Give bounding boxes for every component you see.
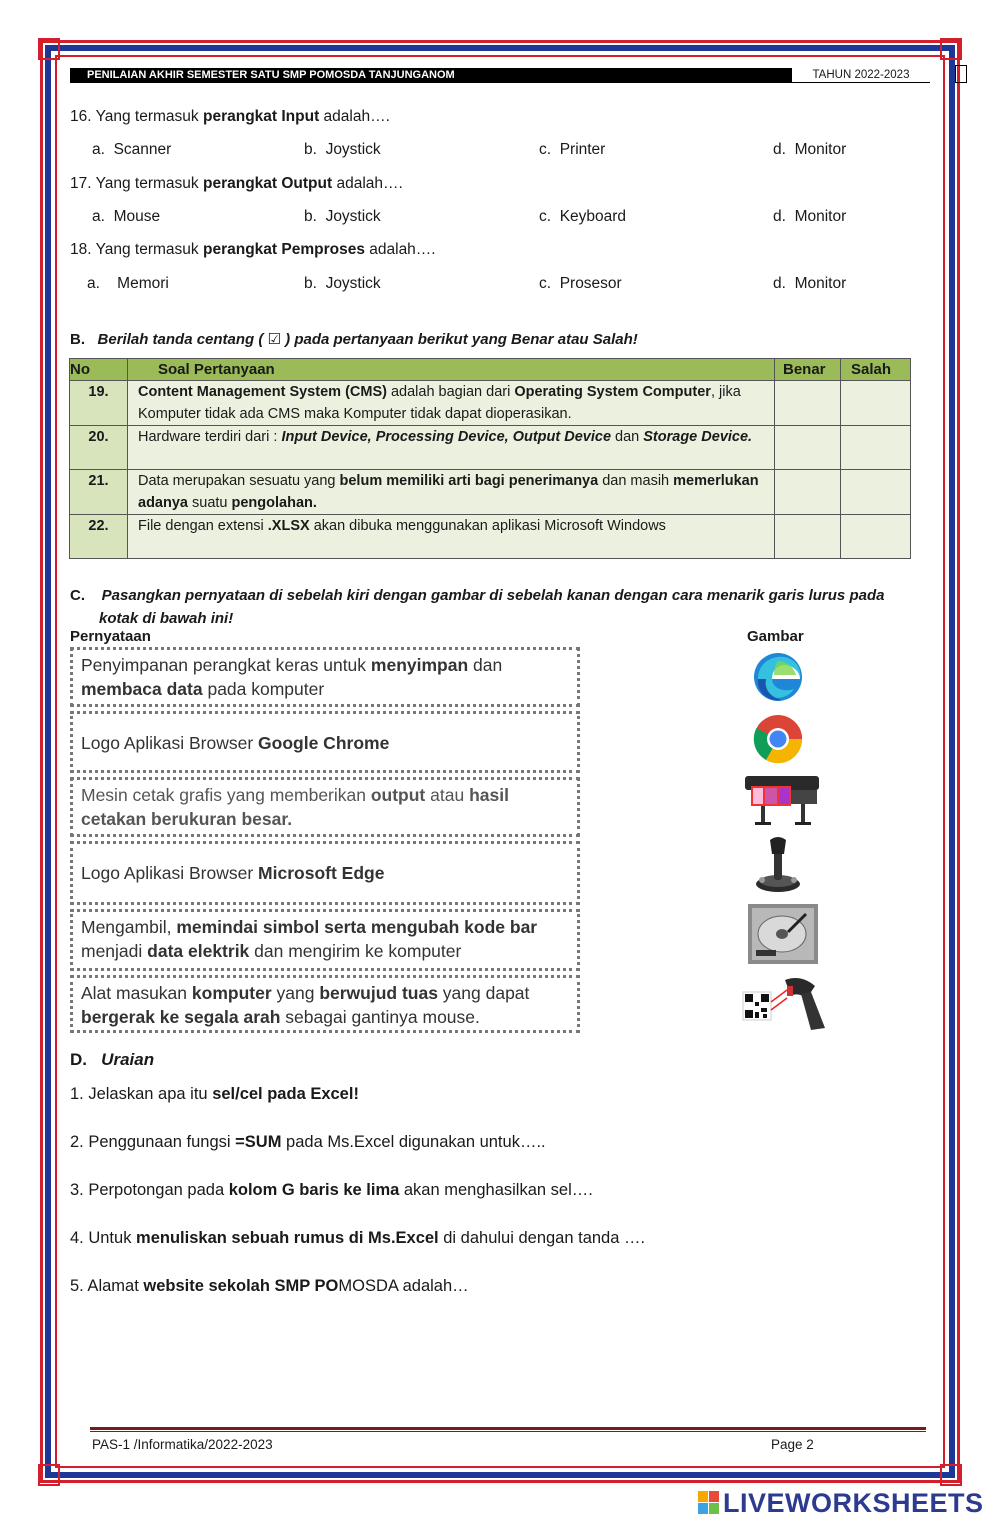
- table-row: [70, 470, 911, 515]
- section-instruction: kotak di bawah ini!: [99, 610, 234, 627]
- true-false-table: [69, 358, 911, 559]
- col-pernyataan: Pernyataan: [70, 628, 151, 645]
- option-18a[interactable]: a. Memori: [87, 275, 169, 292]
- salah-checkbox[interactable]: [841, 381, 911, 426]
- footer-page: Page 2: [771, 1437, 814, 1452]
- question-text: 16. Yang termasuk: [70, 108, 203, 125]
- table-row: [70, 381, 911, 426]
- match-statement-6[interactable]: Alat masukan komputer yang berwujud tuas yang dapat bergerak ke segala arah sebagai gantinya mouse.: [70, 975, 580, 1033]
- row-number: 19.: [70, 381, 128, 426]
- row-question: Content Management System (CMS) adalah bagian dari Operating System Computer, jika Komputer tidak ada CMS maka Komputer tidak dapat dioperasikan.: [128, 381, 775, 426]
- col-salah: Salah: [841, 359, 911, 381]
- match-statement-2[interactable]: Logo Aplikasi Browser Google Chrome: [70, 711, 580, 773]
- row-question: File dengan extensi .XLSX akan dibuka menggunakan aplikasi Microsoft Windows: [128, 515, 775, 559]
- section-letter: D.: [70, 1050, 87, 1069]
- option-17c[interactable]: c. Keyboard: [539, 208, 627, 225]
- row-number: 21.: [70, 470, 128, 515]
- border-corner: [38, 1464, 60, 1486]
- match-statement-3[interactable]: Mesin cetak grafis yang memberikan output atau hasil cetakan berukuran besar.: [70, 777, 580, 837]
- benar-checkbox[interactable]: [775, 515, 841, 559]
- table-row: [70, 426, 911, 470]
- option-18d[interactable]: d. Monitor: [773, 275, 847, 292]
- question-tail: adalah….: [364, 241, 436, 258]
- col-gambar: Gambar: [747, 628, 804, 645]
- footer-left: PAS-1 /Informatika/2022-2023: [92, 1437, 273, 1452]
- row-number: 20.: [70, 426, 128, 470]
- section-b-heading: [70, 330, 638, 348]
- border-corner: [940, 1464, 962, 1486]
- salah-checkbox[interactable]: [841, 515, 911, 559]
- essay-question-5: 5. Alamat website sekolah SMP POMOSDA adalah…: [70, 1277, 469, 1295]
- option-17a[interactable]: a. Mouse: [92, 208, 161, 225]
- question-bold: perangkat Pemproses: [202, 241, 365, 258]
- benar-checkbox[interactable]: [775, 381, 841, 426]
- header-box: [955, 65, 967, 83]
- chrome-icon[interactable]: [752, 713, 804, 765]
- option-16d[interactable]: d. Monitor: [773, 141, 847, 158]
- brand-text: LIVEWORKSHEETS: [723, 1488, 984, 1518]
- liveworksheets-brand[interactable]: [698, 1488, 984, 1519]
- question-bold: perangkat Output: [202, 175, 333, 192]
- option-16a[interactable]: a. Scanner: [92, 141, 172, 158]
- option-18c[interactable]: c. Prosesor: [539, 275, 622, 292]
- match-statement-4[interactable]: Logo Aplikasi Browser Microsoft Edge: [70, 841, 580, 905]
- question-18: [70, 241, 436, 259]
- border-corner: [38, 38, 60, 60]
- col-benar: Benar: [775, 359, 841, 381]
- benar-checkbox[interactable]: [775, 426, 841, 470]
- section-instruction: Pasangkan pernyataan di sebelah kiri dengan gambar di sebelah kanan dengan cara menarik garis lurus pada: [101, 587, 885, 604]
- option-16c[interactable]: c. Printer: [539, 141, 606, 158]
- question-bold: perangkat Input: [202, 108, 320, 125]
- essay-question-1: 1. Jelaskan apa itu sel/cel pada Excel!: [70, 1085, 359, 1103]
- question-text: 17. Yang termasuk: [70, 175, 203, 192]
- row-question: Data merupakan sesuatu yang belum memiliki arti bagi penerimanya dan masih memerlukan adanya suatu pengolahan.: [128, 470, 775, 515]
- section-instruction: Berilah tanda centang ( ☑ ) pada pertanyaan berikut yang Benar atau Salah!: [97, 331, 638, 348]
- match-statement-5[interactable]: Mengambil, memindai simbol serta mengubah kode bar menjadi data elektrik dan mengirim ke komputer: [70, 909, 580, 971]
- plotter-icon[interactable]: [741, 772, 823, 828]
- row-question: Hardware terdiri dari : Input Device, Processing Device, Output Device dan Storage Device.: [128, 426, 775, 470]
- question-16: [70, 108, 390, 126]
- question-17: [70, 175, 403, 193]
- col-question: Soal Pertanyaan: [128, 359, 775, 381]
- hard-disk-icon[interactable]: [748, 904, 818, 964]
- header-title: PENILAIAN AKHIR SEMESTER SATU SMP POMOSDA TANJUNGANOM: [70, 68, 792, 83]
- footer-divider: [90, 1431, 926, 1432]
- section-title: Uraian: [101, 1050, 155, 1069]
- question-tail: adalah….: [332, 175, 403, 192]
- salah-checkbox[interactable]: [841, 426, 911, 470]
- barcode-scanner-icon[interactable]: [741, 972, 827, 1034]
- option-16b[interactable]: b. Joystick: [304, 141, 381, 158]
- salah-checkbox[interactable]: [841, 470, 911, 515]
- option-17b[interactable]: b. Joystick: [304, 208, 381, 225]
- essay-question-4: 4. Untuk menuliskan sebuah rumus di Ms.Excel di dahului dengan tanda ….: [70, 1229, 646, 1247]
- section-letter: C.: [70, 587, 85, 604]
- section-letter: B.: [70, 331, 85, 348]
- col-no: No: [70, 359, 128, 381]
- liveworksheets-logo-icon: [698, 1491, 720, 1515]
- section-c-heading: [70, 584, 930, 630]
- border-corner: [940, 38, 962, 60]
- essay-question-3: 3. Perpotongan pada kolom G baris ke lima akan menghasilkan sel….: [70, 1181, 593, 1199]
- header-year: TAHUN 2022-2023: [792, 67, 930, 83]
- question-tail: adalah….: [319, 108, 390, 125]
- row-number: 22.: [70, 515, 128, 559]
- match-statement-1[interactable]: Penyimpanan perangkat keras untuk menyimpan dan membaca data pada komputer: [70, 647, 580, 707]
- benar-checkbox[interactable]: [775, 470, 841, 515]
- section-d-heading: [70, 1050, 154, 1070]
- essay-question-2: 2. Penggunaan fungsi =SUM pada Ms.Excel digunakan untuk…..: [70, 1133, 546, 1151]
- joystick-icon[interactable]: [752, 834, 804, 894]
- option-18b[interactable]: b. Joystick: [304, 275, 381, 292]
- table-row: [70, 515, 911, 559]
- question-text: 18. Yang termasuk: [70, 241, 203, 258]
- edge-icon[interactable]: [752, 651, 804, 703]
- option-17d[interactable]: d. Monitor: [773, 208, 847, 225]
- footer-divider: [90, 1427, 926, 1430]
